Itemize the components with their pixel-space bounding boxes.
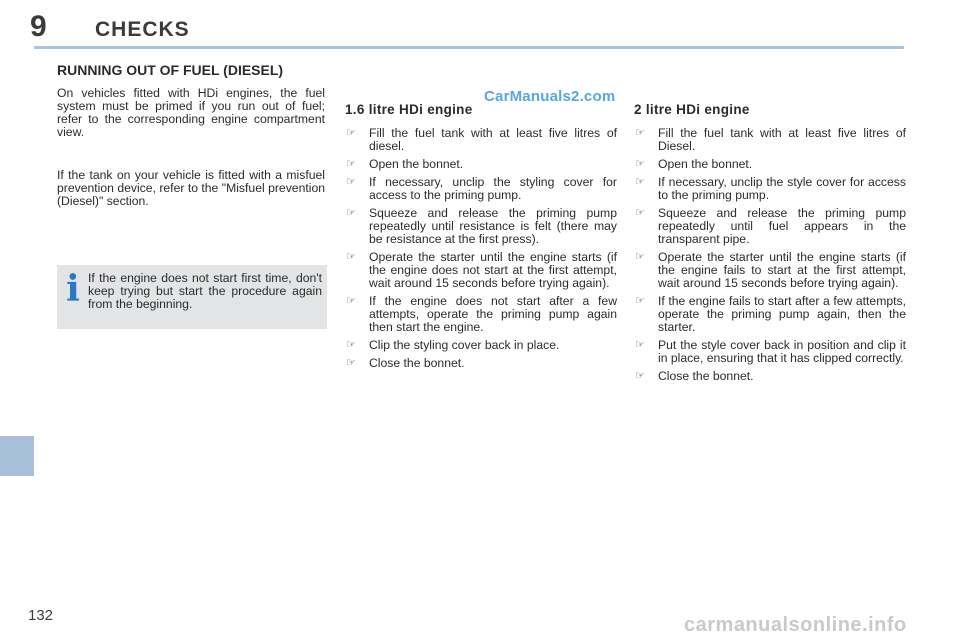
list-item bbox=[634, 295, 906, 334]
engine-20-title: 2 litre HDi engine bbox=[634, 102, 750, 117]
info-text: If the engine does not start first time, don't keep trying but start the procedure again from the beginning. bbox=[88, 271, 322, 311]
watermark-bottom: carmanualsonline.info bbox=[684, 614, 907, 636]
engine-16-title: 1.6 litre HDi engine bbox=[345, 102, 473, 117]
step-text: If the engine fails to start after a few attempts, operate the priming pump again, then the starter. bbox=[658, 294, 906, 334]
pointing-hand-icon: ☞ bbox=[346, 251, 356, 263]
step-text: Operate the starter until the engine starts (if the engine fails to start at the first attempt, wait around 15 seconds before trying again). bbox=[658, 250, 906, 290]
pointing-hand-icon: ☞ bbox=[635, 295, 645, 307]
step-text: Open the bonnet. bbox=[658, 157, 753, 171]
step-text: If the engine does not start after a few attempts, operate the priming pump again then start the engine. bbox=[369, 294, 617, 334]
list-item bbox=[634, 158, 906, 171]
pointing-hand-icon: ☞ bbox=[635, 158, 645, 170]
pointing-hand-icon: ☞ bbox=[346, 158, 356, 170]
step-text: Put the style cover back in position and clip it in place, ensuring that it has clipped correctly. bbox=[658, 338, 906, 365]
engine-20-column bbox=[634, 102, 906, 388]
step-text: Fill the fuel tank with at least five litres of Diesel. bbox=[658, 126, 906, 153]
intro-paragraph-1: On vehicles fitted with HDi engines, the fuel system must be primed if you run out of fuel; refer to the corresponding engine compartment view. bbox=[57, 86, 325, 139]
step-text: Clip the styling cover back in place. bbox=[369, 338, 560, 352]
pointing-hand-icon: ☞ bbox=[346, 357, 356, 369]
step-text: Close the bonnet. bbox=[369, 356, 465, 370]
intro-paragraph-2: If the tank on your vehicle is fitted with a misfuel prevention device, refer to the "Misfuel prevention (Diesel)" section. bbox=[57, 168, 325, 208]
pointing-hand-icon: ☞ bbox=[635, 127, 645, 139]
step-text: Squeeze and release the priming pump repeatedly until fuel appears in the transparent pipe. bbox=[658, 206, 906, 246]
pointing-hand-icon: ☞ bbox=[635, 207, 645, 219]
step-text: Open the bonnet. bbox=[369, 157, 464, 171]
chapter-title: CHECKS bbox=[95, 18, 190, 41]
header-rule bbox=[34, 46, 904, 49]
list-item bbox=[345, 176, 617, 202]
list-item bbox=[345, 158, 617, 171]
pointing-hand-icon: ☞ bbox=[635, 339, 645, 351]
info-icon: i bbox=[66, 268, 80, 310]
pointing-hand-icon: ☞ bbox=[346, 207, 356, 219]
chapter-number: 9 bbox=[30, 10, 47, 43]
list-item bbox=[634, 251, 906, 290]
list-item bbox=[345, 295, 617, 334]
watermark-top: CarManuals2.com bbox=[484, 88, 616, 105]
list-item bbox=[634, 339, 906, 365]
engine-20-steps bbox=[634, 127, 906, 383]
pointing-hand-icon: ☞ bbox=[346, 339, 356, 351]
list-item bbox=[345, 251, 617, 290]
list-item bbox=[634, 207, 906, 246]
step-text: Operate the starter until the engine starts (if the engine does not start at the first attempt, wait around 15 seconds before trying again). bbox=[369, 250, 617, 290]
list-item bbox=[345, 207, 617, 246]
step-text: Close the bonnet. bbox=[658, 369, 754, 383]
pointing-hand-icon: ☞ bbox=[635, 176, 645, 188]
section-title: RUNNING OUT OF FUEL (DIESEL) bbox=[57, 62, 284, 78]
step-text: Squeeze and release the priming pump repeatedly until resistance is felt (there may be resistance at the first press). bbox=[369, 206, 617, 246]
pointing-hand-icon: ☞ bbox=[635, 370, 645, 382]
engine-16-steps bbox=[345, 127, 617, 370]
chapter-side-tab bbox=[0, 436, 34, 476]
info-box bbox=[57, 265, 327, 329]
list-item bbox=[345, 339, 617, 352]
page-number: 132 bbox=[28, 607, 54, 624]
step-text: If necessary, unclip the styling cover for access to the priming pump. bbox=[369, 175, 617, 202]
pointing-hand-icon: ☞ bbox=[635, 251, 645, 263]
list-item bbox=[345, 357, 617, 370]
list-item bbox=[345, 127, 617, 153]
pointing-hand-icon: ☞ bbox=[346, 127, 356, 139]
intro-column bbox=[57, 62, 325, 238]
step-text: If necessary, unclip the style cover for access to the priming pump. bbox=[658, 175, 906, 202]
list-item bbox=[634, 176, 906, 202]
pointing-hand-icon: ☞ bbox=[346, 295, 356, 307]
step-text: Fill the fuel tank with at least five litres of diesel. bbox=[369, 126, 617, 153]
pointing-hand-icon: ☞ bbox=[346, 176, 356, 188]
list-item bbox=[634, 370, 906, 383]
list-item bbox=[634, 127, 906, 153]
engine-16-column bbox=[345, 102, 617, 375]
